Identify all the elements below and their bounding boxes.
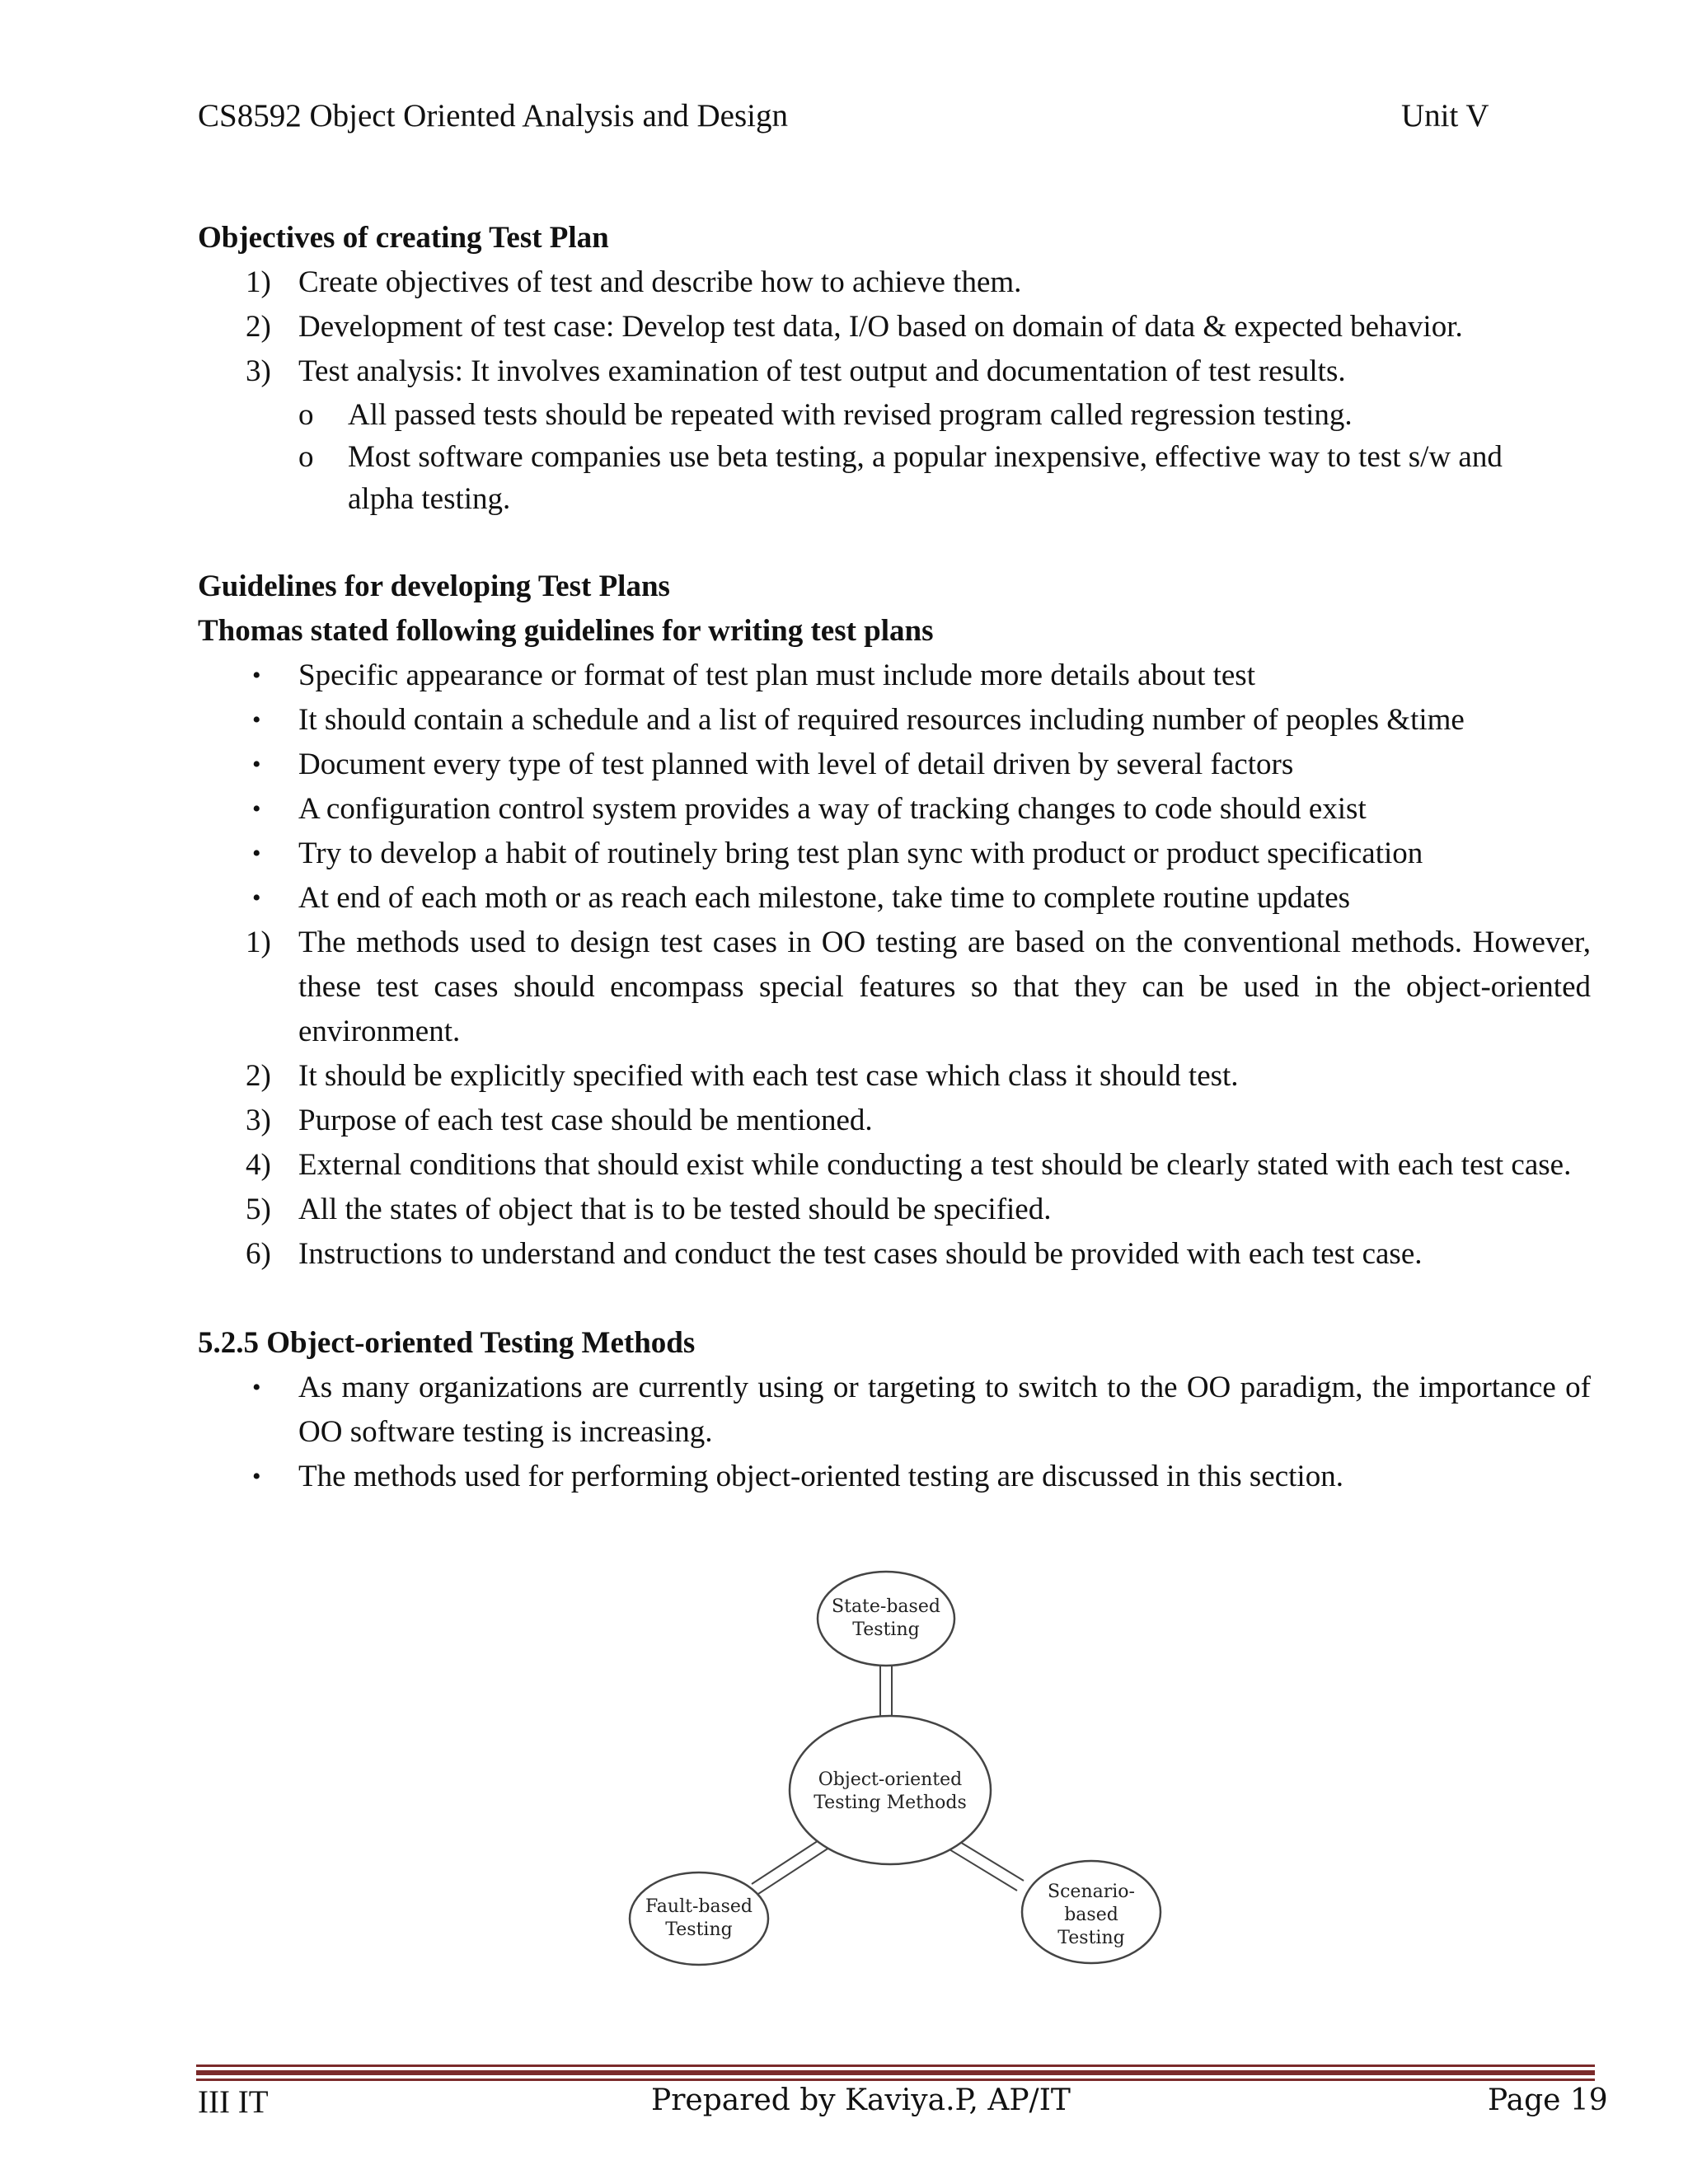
objectives-sublist (198, 394, 1591, 520)
guidelines-bullet-list (198, 654, 1591, 921)
node-label-line: Testing (852, 1619, 920, 1640)
list-marker: 3) (246, 1104, 271, 1137)
sublist-item (198, 436, 1591, 520)
node-state-based (818, 1572, 954, 1666)
bullet-item (198, 698, 1591, 743)
methods-bullet-list (198, 1366, 1591, 1499)
footer-divider (196, 2070, 1595, 2075)
footer-page-number: Page 19 (1488, 2083, 1608, 2117)
list-marker: 2) (246, 310, 271, 344)
list-item-text: Instructions to understand and conduct the test cases should be provided with each test case. (298, 1237, 1423, 1271)
list-item-text: All the states of object that is to be tested should be specified. (298, 1193, 1052, 1226)
list-marker: 6) (246, 1237, 271, 1271)
sublist-marker: o (298, 440, 314, 474)
list-marker: 1) (246, 265, 271, 299)
bullet-text: Specific appearance or format of test plan must include more details about test (298, 658, 1255, 692)
list-marker: 2) (246, 1059, 271, 1093)
methods-heading: 5.2.5 Object-oriented Testing Methods (198, 1326, 696, 1360)
node-scenario-based (1022, 1861, 1160, 1963)
node-label-line: Object-oriented (818, 1769, 963, 1790)
bullet-icon: • (252, 795, 261, 823)
list-marker: 1) (246, 926, 271, 959)
node-label-line: based (1064, 1905, 1118, 1925)
bullet-icon: • (252, 840, 261, 867)
sublist-marker: o (298, 398, 314, 432)
bullet-icon: • (252, 884, 261, 912)
guidelines-subheading: Thomas stated following guidelines for writing test plans (198, 614, 934, 648)
objectives-list (198, 260, 1591, 394)
bullet-item (198, 743, 1591, 787)
node-label-line: Scenario- (1048, 1882, 1135, 1902)
list-item-text: External conditions that should exist while conducting a test should be clearly stated with each test case. (298, 1148, 1572, 1182)
sublist-item-text: Most software companies use beta testing, a popular inexpensive, effective way to test s/w and alpha testing. (348, 440, 1503, 516)
header-course-title: CS8592 Object Oriented Analysis and Design (198, 98, 788, 134)
list-marker: 3) (246, 354, 271, 388)
node-label-line: Testing (665, 1919, 733, 1940)
footer-divider (196, 2079, 1595, 2081)
bullet-item (198, 654, 1591, 698)
list-item-text: The methods used to design test cases in OO testing are based on the conventional methods. However, these test cases should encompass special features so that they can be used in the object-oriented environment. (298, 926, 1591, 1048)
list-item-text: It should be explicitly specified with each test case which class it should test. (298, 1059, 1239, 1093)
bullet-icon: • (252, 1463, 261, 1490)
bullet-text: Try to develop a habit of routinely bring test plan sync with product or product specification (298, 837, 1423, 870)
list-item (198, 1054, 1591, 1099)
list-item (198, 1143, 1591, 1188)
node-center (790, 1716, 991, 1864)
footer-divider (196, 2064, 1595, 2067)
guidelines-heading: Guidelines for developing Test Plans (198, 569, 670, 603)
guidelines-numbered-list (198, 921, 1591, 1277)
node-label-line: Testing Methods (814, 1793, 967, 1813)
objectives-heading: Objectives of creating Test Plan (198, 221, 609, 255)
list-item (198, 305, 1591, 349)
bullet-text: The methods used for performing object-oriented testing are discussed in this section. (298, 1460, 1343, 1493)
list-item-text: Create objectives of test and describe how to achieve them. (298, 265, 1022, 299)
footer-author: Prepared by Kaviya.P, AP/IT (651, 2083, 1071, 2117)
list-item-text: Test analysis: It involves examination of test output and documentation of test results. (298, 354, 1346, 388)
bullet-item (198, 1366, 1591, 1455)
section-gap (198, 520, 1591, 565)
bullet-item (198, 1455, 1591, 1499)
bullet-icon: • (252, 662, 261, 689)
bullet-text: It should contain a schedule and a list of required resources including number of peoples &time (298, 703, 1465, 737)
bullet-item (198, 876, 1591, 921)
header-unit: Unit V (1401, 98, 1489, 134)
footer-class: III IT (198, 2084, 269, 2120)
list-item-text: Development of test case: Develop test data, I/O based on domain of data & expected behavior. (298, 310, 1463, 344)
bullet-icon: • (252, 1374, 261, 1401)
list-marker: 5) (246, 1193, 271, 1226)
list-item (198, 260, 1591, 305)
sublist-item-text: All passed tests should be repeated with revised program called regression testing. (348, 398, 1353, 432)
list-marker: 4) (246, 1148, 271, 1182)
bullet-text: Document every type of test planned with level of detail driven by several factors (298, 748, 1294, 781)
section-gap (198, 1277, 1591, 1321)
list-item (198, 1232, 1591, 1277)
bullet-text: At end of each moth or as reach each milestone, take time to complete routine updates (298, 881, 1351, 915)
bullet-text: As many organizations are currently using or targeting to switch to the OO paradigm, the importance of OO software testing is increasing. (298, 1371, 1591, 1449)
bullet-text: A configuration control system provides a way of tracking changes to code should exist (298, 792, 1367, 826)
node-label-line: State-based (832, 1596, 940, 1617)
list-item (198, 921, 1591, 1054)
bullet-icon: • (252, 706, 261, 733)
list-item (198, 1188, 1591, 1232)
page-content (198, 216, 1591, 1499)
bullet-item (198, 832, 1591, 876)
node-fault-based (630, 1872, 768, 1965)
list-item-text: Purpose of each test case should be mentioned. (298, 1104, 873, 1137)
bullet-item (198, 787, 1591, 832)
node-label-line: Fault-based (645, 1896, 753, 1917)
list-item (198, 349, 1591, 394)
oo-testing-methods-diagram (610, 1566, 1203, 1970)
list-item (198, 1099, 1591, 1143)
bullet-icon: • (252, 751, 261, 778)
sublist-item (198, 394, 1591, 436)
node-label-line: Testing (1057, 1928, 1125, 1948)
